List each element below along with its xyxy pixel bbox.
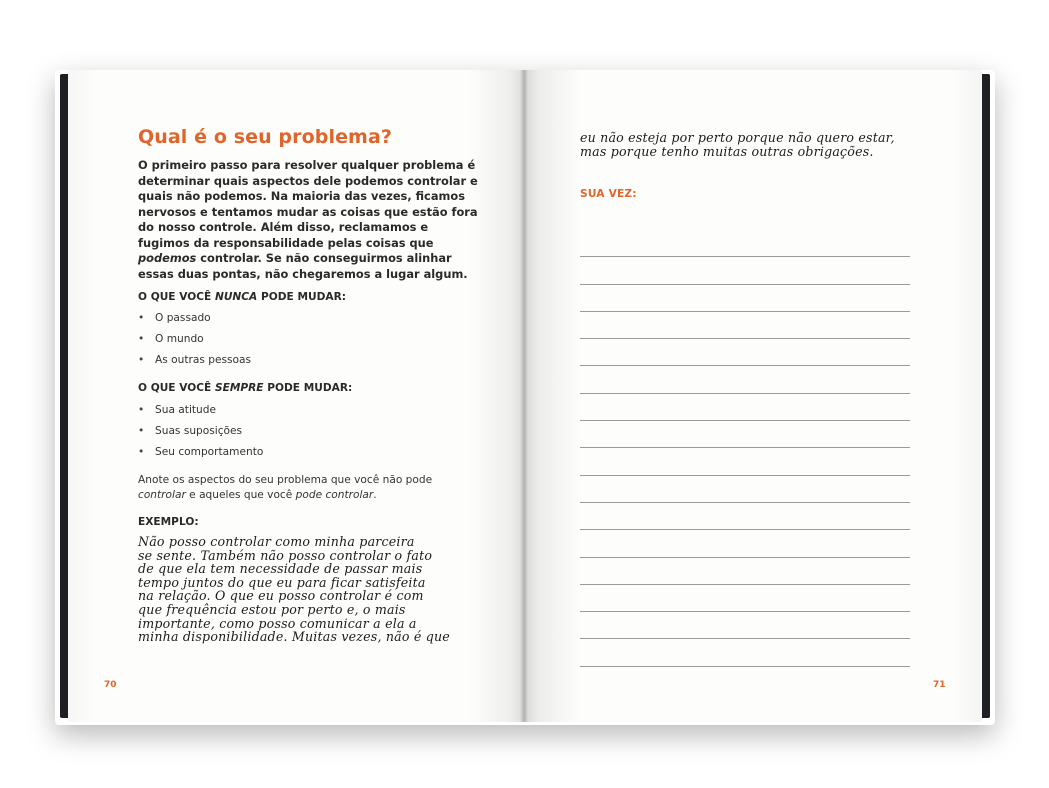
never-heading-text-1: O QUE VOCÊ: [138, 291, 215, 303]
instruction-note: [138, 473, 468, 503]
writing-line: [580, 421, 910, 448]
intro-paragraph: [138, 158, 478, 282]
page-number-right: 71: [933, 680, 946, 690]
intro-text-1: O primeiro passo para resolver qualquer problema é determinar quais aspectos dele podemos controlar e quais não podemos. Na maioria das vezes, ficamos nervosos e tentamos mudar as coisas que estão fora do nosso controle. Além disso, reclamamos e fugimos da responsabilidade pelas coisas que: [138, 158, 478, 250]
list-item: • As outras pessoas: [138, 353, 251, 374]
handwritten-example: [138, 535, 450, 644]
handwritten-line: que frequência estou por perto e, o mais: [138, 601, 406, 617]
handwritten-line: mas porque tenho muitas outras obrigações.: [580, 143, 874, 159]
never-change-list: [138, 311, 251, 374]
writing-line: [580, 558, 910, 585]
handwritten-line: Não posso controlar como minha parceira: [138, 534, 415, 549]
writing-line: [580, 530, 910, 557]
handwritten-line: tempo juntos do que eu para ficar satisfeita: [138, 574, 426, 590]
list-item: • Sua atitude: [138, 403, 263, 424]
never-heading-emphasis: NUNCA: [214, 291, 258, 303]
writing-line: [580, 585, 910, 612]
writing-line: [580, 312, 910, 339]
never-heading-text-2: PODE MUDAR:: [257, 291, 346, 303]
note-text-2: e aqueles que você: [185, 489, 296, 501]
handwritten-line: eu não esteja por perto porque não quero estar,: [580, 130, 895, 145]
list-item: • O mundo: [138, 332, 251, 353]
handwritten-line: se sente. Também não posso controlar o fato: [138, 547, 433, 563]
always-heading-emphasis: SEMPRE: [214, 382, 264, 394]
list-item: • Seu comportamento: [138, 445, 263, 466]
your-turn-heading: SUA VEZ:: [580, 188, 637, 200]
page-number-left: 70: [104, 680, 117, 690]
handwritten-line: de que ela tem necessidade de passar mais: [138, 561, 423, 577]
note-emphasis-1: controlar: [138, 489, 186, 501]
writing-line: [580, 230, 910, 257]
writing-line: [580, 285, 910, 312]
note-text-1: Anote os aspectos do seu problema que você não pode: [138, 474, 433, 486]
writing-line: [580, 257, 910, 284]
always-change-list: [138, 403, 263, 466]
writing-line: [580, 476, 910, 503]
writing-line: [580, 394, 910, 421]
writing-line: [580, 448, 910, 475]
list-item: • Suas suposições: [138, 424, 263, 445]
book-gutter: [520, 70, 528, 722]
writing-line: [580, 503, 910, 530]
note-emphasis-2: pode controlar: [295, 489, 374, 501]
writing-line: [580, 366, 910, 393]
writing-lines: [580, 230, 910, 667]
intro-text-2: controlar. Se não conseguirmos alinhar essas duas pontas, não chegaremos a lugar algum.: [138, 251, 468, 281]
writing-line: [580, 339, 910, 366]
writing-line: [580, 612, 910, 639]
handwritten-line: na relação. O que eu posso controlar é com: [138, 588, 424, 604]
handwritten-line: importante, como posso comunicar a ela a: [138, 615, 417, 631]
always-heading-text-1: O QUE VOCÊ: [138, 382, 215, 394]
page-title: Qual é o seu problema?: [138, 126, 392, 148]
always-heading-text-2: PODE MUDAR:: [263, 382, 353, 394]
example-heading: EXEMPLO:: [138, 516, 199, 528]
intro-emphasis: podemos: [138, 251, 197, 265]
handwritten-line: minha disponibilidade. Muitas vezes, não é que: [138, 629, 450, 645]
always-change-heading: [138, 382, 352, 394]
list-item: • O passado: [138, 311, 251, 332]
never-change-heading: [138, 291, 346, 303]
writing-line: [580, 639, 910, 666]
handwritten-continuation: [580, 131, 895, 158]
note-text-3: .: [373, 489, 377, 501]
